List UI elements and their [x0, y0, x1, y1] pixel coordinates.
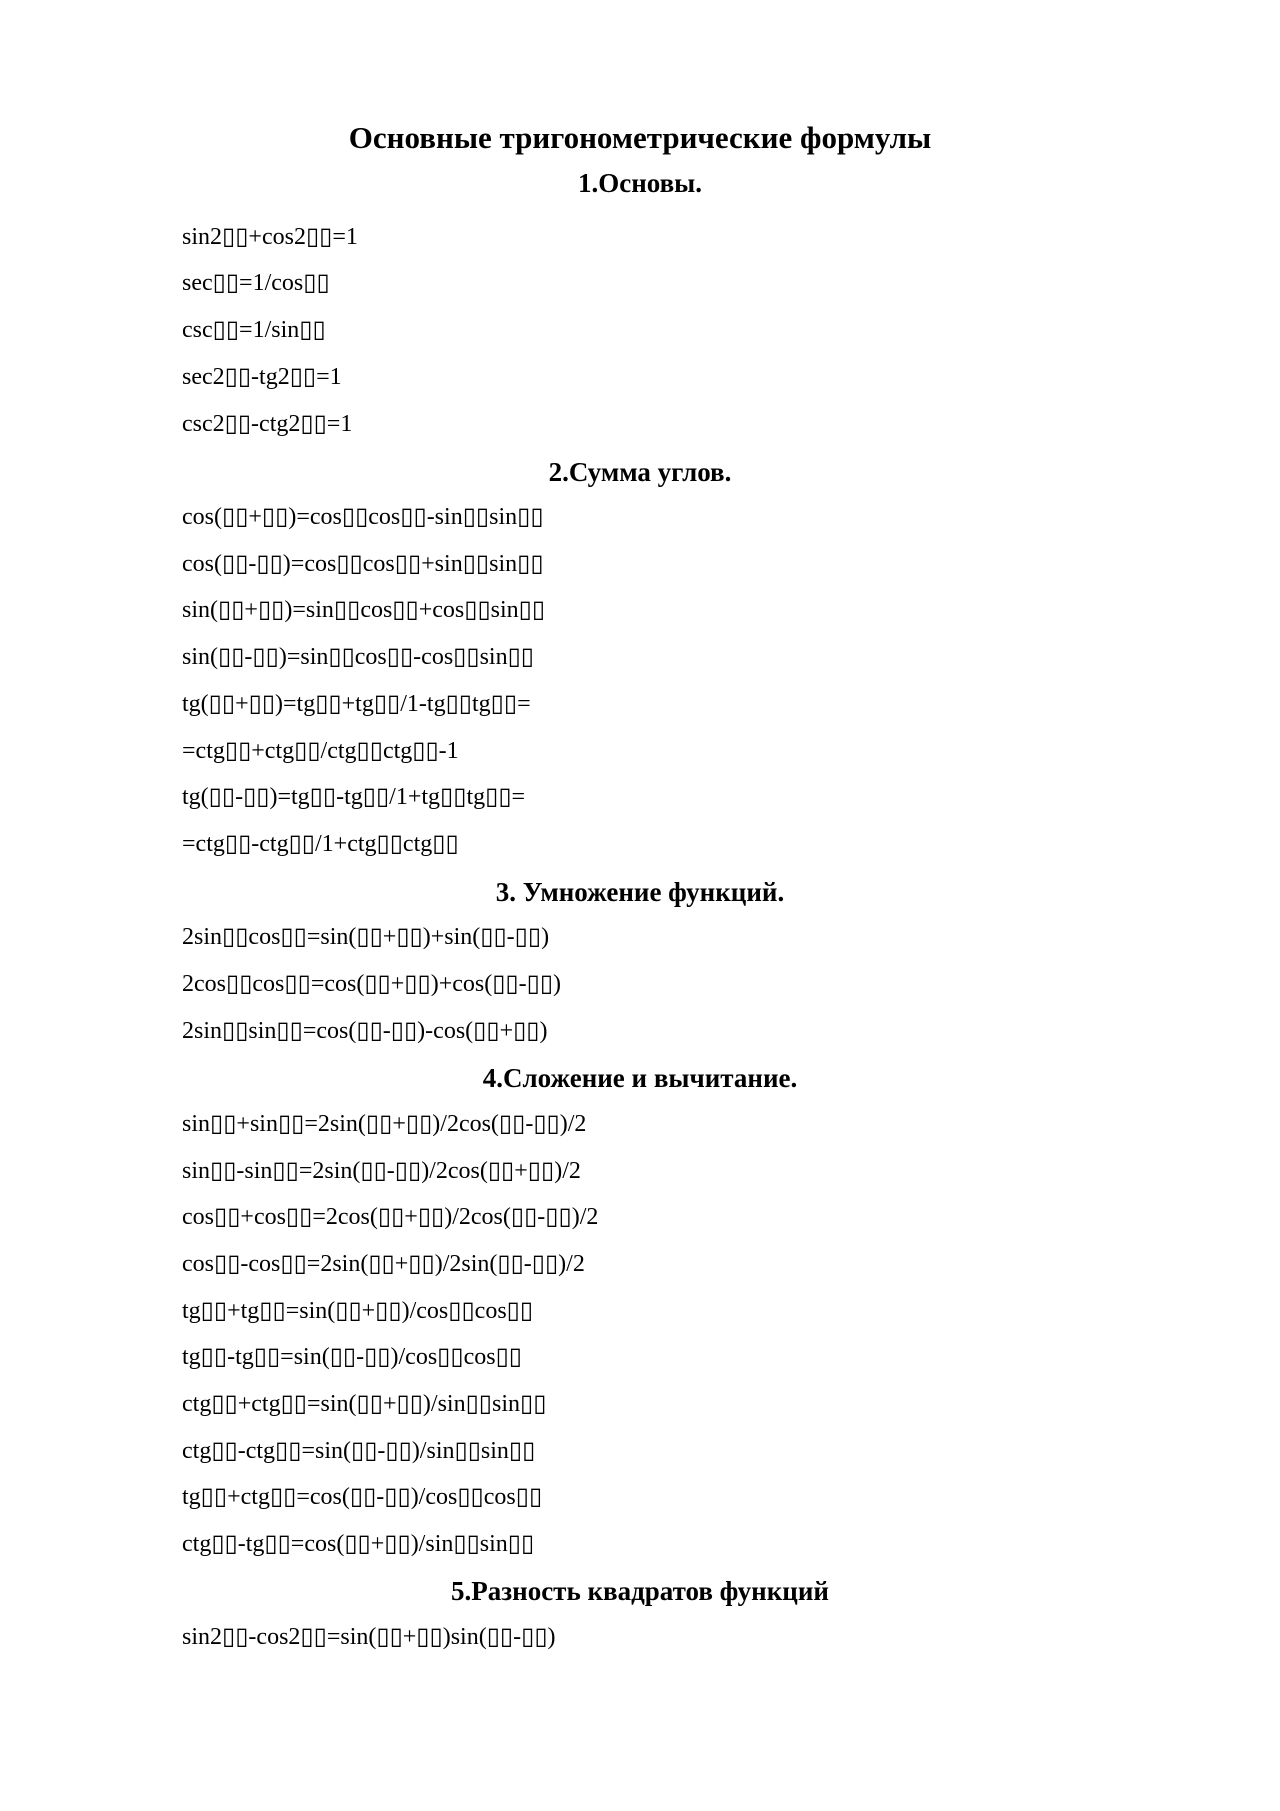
section-heading-basics: 1.Основы.	[577, 168, 703, 198]
formula-line: =ctg▯▯-ctg▯▯/1+ctg▯▯ctg▯▯	[182, 831, 459, 857]
formula-line: csc2▯▯-ctg2▯▯=1	[182, 411, 353, 437]
formula-line: 2cos▯▯cos▯▯=cos(▯▯+▯▯)+cos(▯▯-▯▯)	[182, 971, 562, 997]
formula-line: ctg▯▯-tg▯▯=cos(▯▯+▯▯)/sin▯▯sin▯▯	[182, 1531, 535, 1557]
formula-line: tg(▯▯+▯▯)=tg▯▯+tg▯▯/1-tg▯▯tg▯▯=	[182, 691, 531, 717]
formula-line: sin(▯▯-▯▯)=sin▯▯cos▯▯-cos▯▯sin▯▯	[182, 644, 534, 670]
section-heading-addition-subtraction: 4.Сложение и вычитание.	[482, 1063, 798, 1093]
formula-line: ctg▯▯+ctg▯▯=sin(▯▯+▯▯)/sin▯▯sin▯▯	[182, 1391, 547, 1417]
formula-line: cos(▯▯-▯▯)=cos▯▯cos▯▯+sin▯▯sin▯▯	[182, 551, 544, 577]
formula-line: sec▯▯=1/cos▯▯	[182, 270, 330, 296]
formula-line: 2sin▯▯cos▯▯=sin(▯▯+▯▯)+sin(▯▯-▯▯)	[182, 924, 550, 950]
formula-line: sin(▯▯+▯▯)=sin▯▯cos▯▯+cos▯▯sin▯▯	[182, 597, 546, 623]
formula-line: cos(▯▯+▯▯)=cos▯▯cos▯▯-sin▯▯sin▯▯	[182, 504, 544, 530]
formula-line: cos▯▯+cos▯▯=2cos(▯▯+▯▯)/2cos(▯▯-▯▯)/2	[182, 1204, 599, 1230]
formula-line: cos▯▯-cos▯▯=2sin(▯▯+▯▯)/2sin(▯▯-▯▯)/2	[182, 1251, 585, 1277]
formula-line: =ctg▯▯+ctg▯▯/ctg▯▯ctg▯▯-1	[182, 738, 459, 764]
formula-line: sin2▯▯+cos2▯▯=1	[182, 224, 358, 250]
formula-line: tg(▯▯-▯▯)=tg▯▯-tg▯▯/1+tg▯▯tg▯▯=	[182, 784, 526, 810]
formula-line: tg▯▯+ctg▯▯=cos(▯▯-▯▯)/cos▯▯cos▯▯	[182, 1484, 543, 1510]
section-heading-difference-of-squares: 5.Разность квадратов функций	[451, 1576, 829, 1606]
formula-line: sin▯▯-sin▯▯=2sin(▯▯-▯▯)/2cos(▯▯+▯▯)/2	[182, 1158, 581, 1184]
formula-line: 2sin▯▯sin▯▯=cos(▯▯-▯▯)-cos(▯▯+▯▯)	[182, 1018, 548, 1044]
page-title: Основные тригонометрические формулы	[348, 120, 932, 155]
formula-line: sin2▯▯-cos2▯▯=sin(▯▯+▯▯)sin(▯▯-▯▯)	[182, 1624, 556, 1650]
formula-line: tg▯▯-tg▯▯=sin(▯▯-▯▯)/cos▯▯cos▯▯	[182, 1344, 522, 1370]
formula-line: ctg▯▯-ctg▯▯=sin(▯▯-▯▯)/sin▯▯sin▯▯	[182, 1438, 536, 1464]
section-heading-multiplication: 3. Умножение функций.	[495, 877, 785, 907]
section-heading-angle-sum: 2.Сумма углов.	[548, 457, 732, 487]
formula-line: csc▯▯=1/sin▯▯	[182, 317, 326, 343]
formula-line: sin▯▯+sin▯▯=2sin(▯▯+▯▯)/2cos(▯▯-▯▯)/2	[182, 1111, 587, 1137]
formula-line: sec2▯▯-tg2▯▯=1	[182, 364, 342, 390]
formula-line: tg▯▯+tg▯▯=sin(▯▯+▯▯)/cos▯▯cos▯▯	[182, 1298, 534, 1324]
